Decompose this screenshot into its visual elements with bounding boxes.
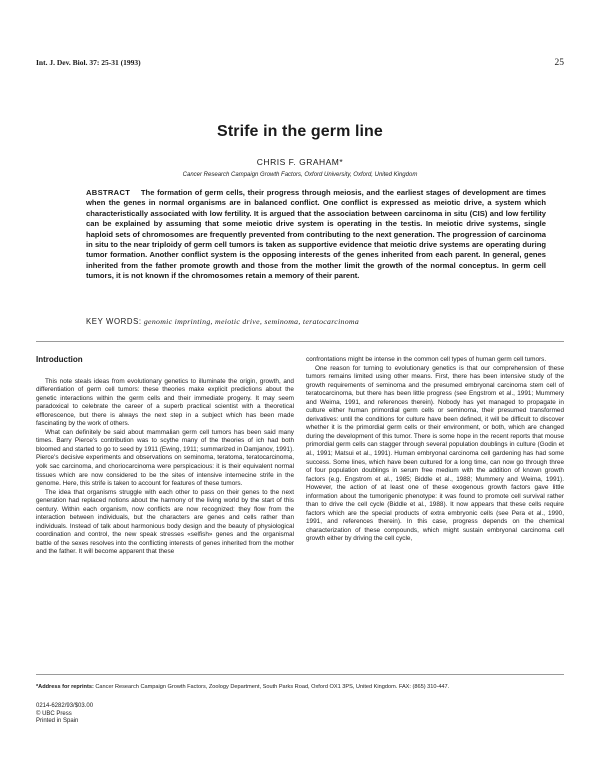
keywords-list: genomic imprinting, meiotic drive, seminoma, teratocarcinoma xyxy=(143,317,360,326)
abstract-text: The formation of germ cells, their progress through meiosis, and the earliest stages of development are times when the genes in normal organisms are in balanced conflict. One conflict is expressed as meiotic drive, a system which characteristically associated with low fertility. It is argued that the association between carcinoma in situ (CIS) and low fertility can be explained by assuming that some meiotic drive system is operating in the testis. In meiotic drive systems, single haploid sets of chromosomes are frequently prevented from contributing to the next generation. The progression of carcinoma in situ to the near triploidy of germ cell tumors is taken as supportive evidence that meiotic drive systems are operating during tumor formation. Another conflict system is the opposing interests of the genes inherited from each parent. In general, genes inherited from the father promote growth and those from the mother limit the growth of the normal conceptus. In germ cell tumors, it is not known if the chromosomes retain a memory of their parent. xyxy=(86,188,546,281)
journal-citation: Int. J. Dev. Biol. 37: 25-31 (1993) xyxy=(36,58,141,67)
publication-info xyxy=(36,703,93,726)
footnote-divider xyxy=(36,674,564,675)
printed-in: Printed in Spain xyxy=(36,718,79,724)
section-divider xyxy=(36,341,564,342)
body-paragraph: This note steals ideas from evolutionary genetics to illuminate the origin, growth, and differentiation of germ cell tumors: these theories make explicit predictions about the genetic interactions within the germ cells and their immediate progeny. It may seem paradoxical to celebrate the career of a superb practical scientist with a theoretical efflorescence, but there is always the next step in a subject which has been made fascinating by the work of others. xyxy=(36,377,294,428)
abstract-label: ABSTRACT xyxy=(86,188,131,197)
copyright: © UBC Press xyxy=(36,710,72,717)
author-name: CHRIS F. GRAHAM* xyxy=(256,157,344,167)
reprint-label: *Address for reprints: xyxy=(36,684,94,690)
body-paragraph: What can definitely be said about mammalian germ cell tumors has been said many times. Barry Pierce's contribution was to scythe many of the theories of ich had both bloomed and started to go to seed by 1911 (Ewing, 1911; summarized in Damjanov, 1991). Pierce's decisive experiments and observations on seminoma, teratoma, teratocarcinoma, yolk sac carcinoma, and choriocarcinoma were perspicacious: it is their equivalent normal tissues which are now considered to be the sites of intensive internecine strife in the genome. Here, this strife is taken to account for features of these tumors. xyxy=(36,428,294,488)
keywords-label: KEY WORDS: xyxy=(86,317,142,326)
keywords xyxy=(86,317,546,326)
right-column xyxy=(306,356,564,544)
body-paragraph: The idea that organisms struggle with each other to pass on their genes to the next generation had replaced notions about the harmony of the living world by the start of this century. Within each organism, now conflicts are now recognized: they flow from the interaction between individuals, but the characters are genes and cells rather than individuals. Instead of talk about harmonious body design and the beauty of physiological coordination and control, the new speak stresses «selfish» genes and the organismal battle of the sexes resolves into the conflicting interests of genes inherited from the mother and the father. It will become apparent that these xyxy=(36,488,294,556)
issn-code: 0214-6282/93/$03.00 xyxy=(36,703,94,709)
author-affiliation: Cancer Research Campaign Growth Factors, Oxford University, Oxford, United Kingdom xyxy=(182,172,418,178)
abstract xyxy=(86,188,546,282)
body-paragraph: One reason for turning to evolutionary genetics is that our comprehension of these tumors remains limited using other means. First, there has been intensive study of the growth requirements of seminoma and the presumed embryonal carcinoma stem cell of teratocarcinoma, but there has been little progress (see Engstrom et al., 1991; Mummery and Weima, 1991, and references therein). Nobody has yet managed to propagate in culture either human primordial germ cells or seminoma, their presumed transformed derivatives: until the conditions for culture have been defined, it will be difficult to discover whether it is the primordial germ cells or their environment, or both, which are changed during the development of this tumor. There is some hope in the recent reports that mouse primordial germ cells can stagger through several population doublings in culture (Godin et al., 1991; Matsui et al., 1991). Human embryonal carcinoma cell gardening has had some success. Some lines, which have been cultured for a long time, can now go through three of four population doublings in serum free medium with the addition of known growth factors (e.g. Engstrom et al., 1985; Biddle et al., 1988; Mummery and Weima, 1991). However, the action of at least one of these exogenous growth factors gave little information about the tumorigenic phenotype: it was found to promote cell survival rather than to drive the cell cycle (Biddle et al., 1988). It now appears that these cells require factors which are the special products of extra embryonic cells (see Pera et al., 1990, 1991, and references therein). In this case, progress depends on the chemical characterization of these compounds, which might sustain embryonal carcinoma cell growth either by driving the cell cycle, xyxy=(306,364,564,543)
left-column xyxy=(36,356,294,557)
body-paragraph: confrontations might be intense in the common cell types of human germ cell tumors. xyxy=(306,356,547,363)
reprint-footnote xyxy=(36,683,564,691)
page-number: 25 xyxy=(554,58,564,68)
introduction-heading: Introduction xyxy=(36,355,83,364)
article-title: Strife in the germ line xyxy=(217,123,383,140)
reprint-address: Cancer Research Campaign Growth Factors, Zoology Department, South Parks Road, Oxford OX1 3PS, United Kingdom. FAX: (865) 310-447. xyxy=(95,684,450,690)
running-header xyxy=(36,58,564,72)
